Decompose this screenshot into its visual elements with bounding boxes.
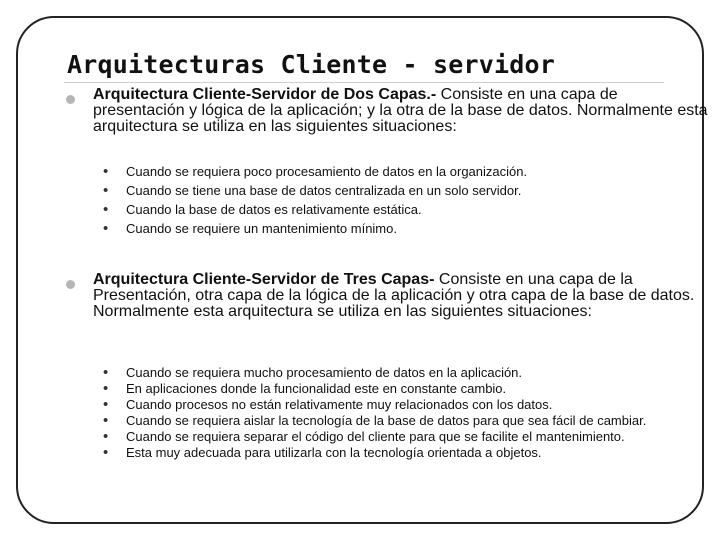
list-item: • Cuando se requiera poco procesamiento de datos en la organización. <box>103 163 528 180</box>
bullet-icon: • <box>103 412 109 429</box>
section-text <box>93 87 713 135</box>
situations-list-tres-capas <box>102 366 662 462</box>
bullet-icon: • <box>103 444 109 461</box>
section-heading: Arquitectura Cliente-Servidor de Tres Capas- <box>93 271 435 288</box>
bullet-icon <box>66 95 75 104</box>
situations-list-dos-capas <box>102 165 662 241</box>
list-item: • Cuando se requiera mucho procesamiento de datos en la aplicación. <box>103 364 523 381</box>
bullet-icon: • <box>103 364 109 381</box>
title-divider <box>64 82 664 83</box>
section-body: Consiste en una capa de presentación y lógica de la aplicación; y la otra de la base de datos. Normalmente esta arquitectura se utiliza en las siguientes situaciones: <box>93 86 708 135</box>
list-item: • Cuando se tiene una base de datos centralizada en un solo servidor. <box>103 182 522 199</box>
bullet-icon: • <box>103 182 109 199</box>
list-item: • En aplicaciones donde la funcionalidad este en constante cambio. <box>103 380 507 397</box>
list-item: • Esta muy adecuada para utilizarla con la tecnología orientada a objetos. <box>103 444 542 461</box>
bullet-icon: • <box>103 380 109 397</box>
bullet-icon: • <box>103 220 109 237</box>
section-heading: Arquitectura Cliente-Servidor de Dos Capas.- <box>93 86 437 103</box>
bullet-icon: • <box>103 201 109 218</box>
slide-title: Arquitecturas Cliente - servidor <box>67 50 556 79</box>
bullet-icon <box>66 280 75 289</box>
bullet-icon: • <box>103 396 109 413</box>
bullet-icon: • <box>103 428 109 445</box>
section-text <box>93 272 713 320</box>
list-item: • Cuando se requiere un mantenimiento mínimo. <box>103 220 397 237</box>
list-item: • Cuando procesos no están relativamente muy relacionados con los datos. <box>103 396 553 413</box>
list-item: • Cuando se requiera aislar la tecnología de la base de datos para que sea fácil de cambiar. <box>103 412 647 429</box>
list-item: • Cuando se requiera separar el código del cliente para que se facilite el mantenimiento. <box>103 428 625 445</box>
list-item: • Cuando la base de datos es relativamente estática. <box>103 201 422 218</box>
bullet-icon: • <box>103 163 109 180</box>
section-body: Consiste en una capa de la Presentación, otra capa de la lógica de la aplicación y otra capa de la base de datos. Normalmente esta arquitectura se utiliza en las siguientes situaciones: <box>93 271 695 320</box>
